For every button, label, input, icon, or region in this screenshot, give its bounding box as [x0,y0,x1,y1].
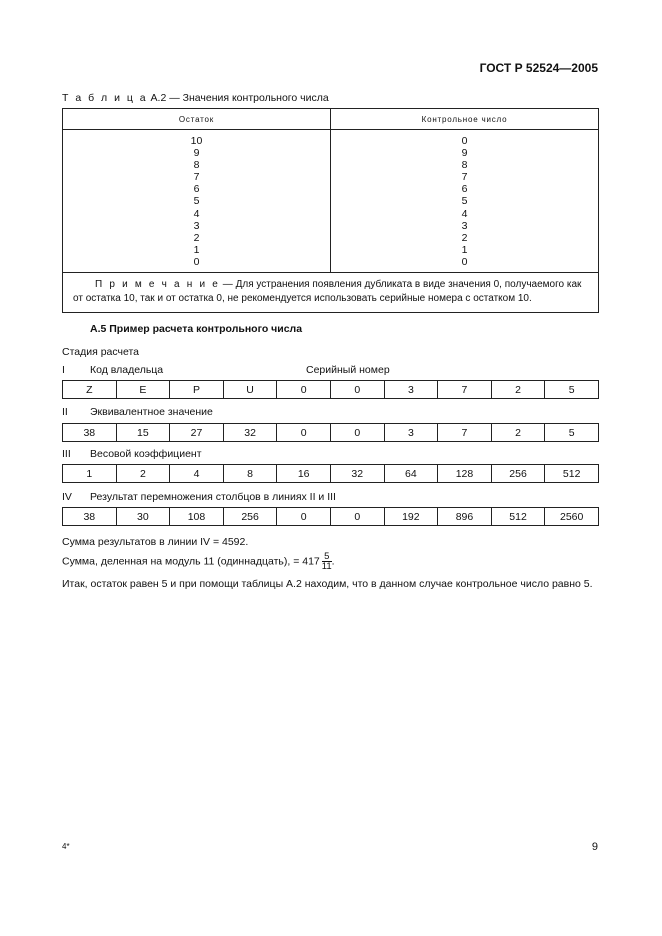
row-iii-table [62,464,599,483]
caption-text: А.2 — Значения контрольного числа [147,92,329,104]
row-cell: E [116,381,170,399]
remainder-cell: 6 [193,183,200,196]
row-label-serial: Серийный номер [306,364,390,376]
row-cell: P [170,381,224,399]
row-cell: 32 [223,424,277,442]
row-roman: II [62,406,68,418]
remainder-header: Остаток [63,109,331,130]
row-cell: 1 [63,465,117,483]
row-cell: 16 [277,465,331,483]
row-cell: 5 [545,381,599,399]
page-number: 9 [591,841,598,853]
division-text: Сумма, деленная на модуль 11 (одиннадцать), = 417 [62,555,320,568]
row-cell: 0 [330,508,384,526]
row-cell: 4 [170,465,224,483]
row-cell: 8 [223,465,277,483]
check-digit-header: Контрольное число [331,109,599,130]
row-cell: 3 [384,424,438,442]
row-cell: 0 [277,508,331,526]
remainder-cell: 3 [193,219,200,232]
check-digit-column [331,130,599,273]
check-digit-cell: 3 [461,219,468,232]
row-cell: 0 [277,381,331,399]
row-cell: 192 [384,508,438,526]
remainder-cell: 7 [193,171,200,184]
row-cell: 64 [384,465,438,483]
row-ii-table [62,423,599,442]
row-roman: III [62,448,71,460]
row-cell: 2 [491,424,545,442]
row-cell: Z [63,381,117,399]
fraction-denominator: 11 [321,561,332,572]
remainder-column [63,130,331,273]
row-cell: 256 [223,508,277,526]
row-cell: 7 [438,424,492,442]
fraction-numerator: 5 [322,552,332,562]
note-text: — Для устранения появления дубликата в виде значения 0, получаемого как от остатка 10, так и от остатка 0, не рекомендуется использовать серийные номера с остатком 10. [73,279,582,305]
stage-label: Стадия расчета [62,346,140,358]
row-label: Весовой коэффициент [90,448,202,460]
check-digit-cell: 9 [461,147,468,160]
row-cell: 256 [491,465,545,483]
row-cell: 128 [438,465,492,483]
section-title: А.5 Пример расчета контрольного числа [90,323,303,335]
row-cell: 3 [384,381,438,399]
row-cell: 15 [116,424,170,442]
remainder-cell: 2 [193,231,200,244]
check-digit-cell: 8 [461,159,468,172]
row-cell: 2 [491,381,545,399]
remainder-cell: 4 [193,207,200,220]
row-cell: 0 [330,381,384,399]
row-cell: 30 [116,508,170,526]
remainder-cell: 10 [190,135,203,147]
note-label: П р и м е ч а н и е [95,279,221,291]
row-cell: 7 [438,381,492,399]
remainder-cell: 9 [193,147,200,160]
table-caption [62,92,329,104]
row-roman: I [62,364,65,376]
row-cell: 512 [545,465,599,483]
remainder-cell: 1 [193,243,200,256]
footer-mark: 4* [62,842,70,851]
check-digit-cell: 5 [461,195,468,208]
fraction [322,552,332,571]
row-iv-table [62,507,599,526]
division-end: . [331,555,335,568]
check-digit-cell: 2 [461,231,468,244]
check-digit-cell: 0 [461,255,468,268]
check-digit-cell: 1 [461,243,468,256]
row-cell: 38 [63,508,117,526]
division-line [62,552,335,571]
row-label: Эквивалентное значение [90,406,213,418]
row-label: Код владельца [90,364,164,376]
check-digit-cell: 6 [461,183,468,196]
row-label: Результат перемножения столбцов в линиях II и III [90,491,336,503]
check-digit-table [62,108,599,313]
conclusion: Итак, остаток равен 5 и при помощи таблицы А.2 находим, что в данном случае контрольное число равно 5. [62,578,593,590]
row-cell: 108 [170,508,224,526]
row-cell: 896 [438,508,492,526]
sum-line: Сумма результатов в линии IV = 4592. [62,536,249,548]
document-number: ГОСТ Р 52524—2005 [479,61,598,75]
remainder-cell: 0 [193,255,200,268]
check-digit-cell: 7 [461,171,468,184]
row-cell: 512 [491,508,545,526]
check-digit-cell: 4 [461,207,468,220]
row-cell: 0 [277,424,331,442]
caption-label: Т а б л и ц а [62,92,148,104]
row-cell: 27 [170,424,224,442]
row-roman: IV [62,491,72,503]
row-cell: 2 [116,465,170,483]
row-cell: 5 [545,424,599,442]
row-cell: 32 [330,465,384,483]
row-cell: 2560 [545,508,599,526]
remainder-cell: 5 [193,195,200,208]
table-note [63,273,599,313]
row-cell: 0 [330,424,384,442]
row-cell: 38 [63,424,117,442]
row-cell: U [223,381,277,399]
remainder-cell: 8 [193,159,200,172]
check-digit-cell: 0 [461,135,468,147]
row-i-table [62,380,599,399]
